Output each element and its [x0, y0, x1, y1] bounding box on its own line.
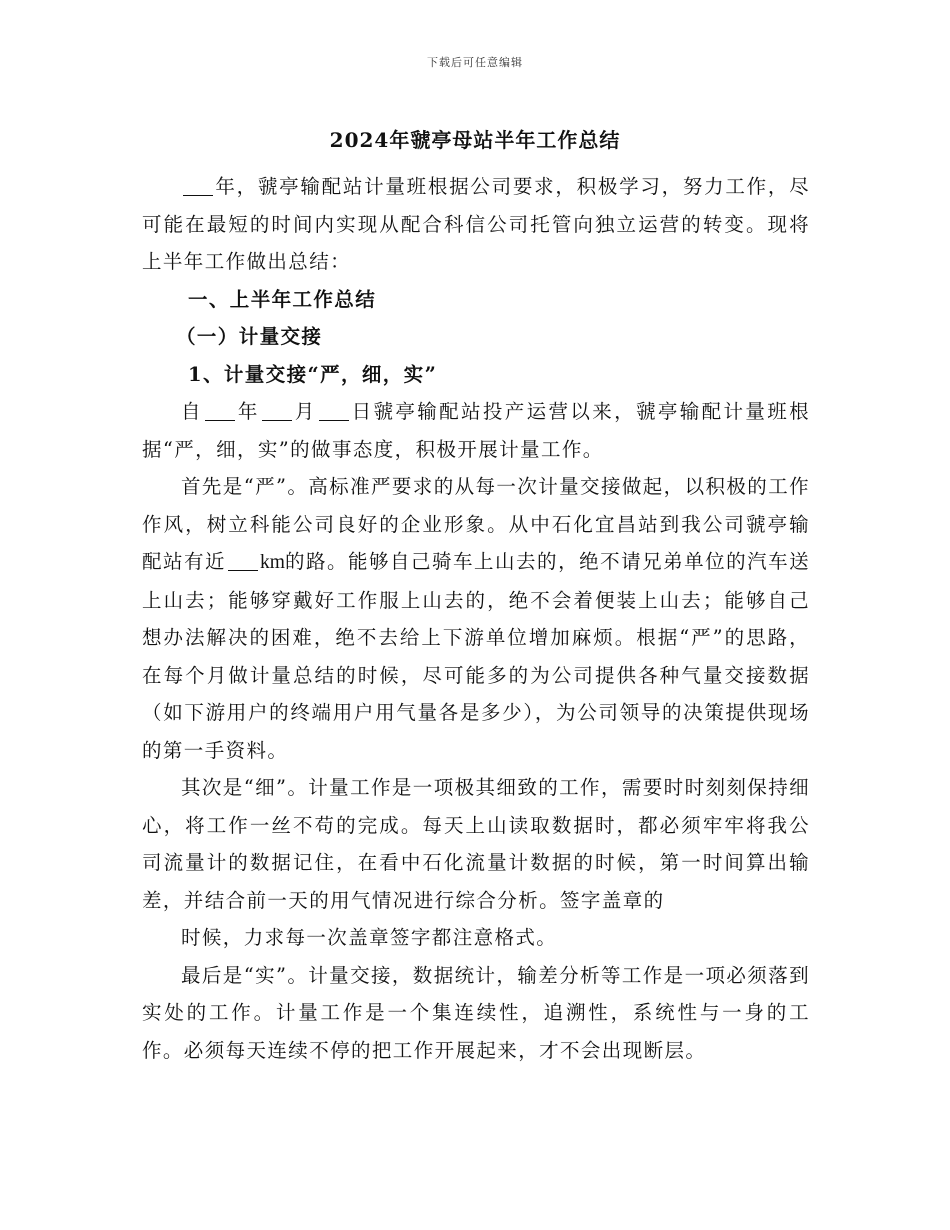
detail-paragraph-continued: 时候，力求每一次盖章签字都注意格式。 — [181, 926, 558, 949]
year-blank — [183, 176, 213, 197]
strict-text-2: 的路。能够自己骑车上山去的，绝不请兄弟单位的汽车送上山去；能够穿戴好工作服上山去的，绝不会着便装上山去；能够自己想办法解决的困难，绝不去给上下游单位增加麻烦。根据“严”的思路，在每个月做计量总结的时候，尽可能多的为公司提供各种气量交接数据（如下游用户的终端用户用气量各是多少），为公司领导的决策提供现场的第一手资料。 — [142, 550, 810, 762]
header-note: 下载后可任意编辑 — [427, 56, 523, 69]
strict-paragraph — [142, 468, 810, 769]
start-month: 月 — [293, 400, 317, 423]
item-heading: 1、计量交接“严，细，实” — [188, 362, 438, 386]
subsection-heading: （一）计量交接 — [176, 325, 323, 348]
document-title: 2024年虢亭母站半年工作总结 — [329, 128, 621, 152]
strict-text-1: 首先是“严”。高标准严要求的从每一次计量交接做起，以积极的工作作风，树立科能公司良好的企业形象。从中石化宜昌站到我公司虢亭输配站有近 — [142, 475, 810, 573]
start-date-paragraph — [142, 393, 810, 468]
start-year: 年 — [236, 400, 260, 423]
distance-unit: km — [260, 552, 285, 573]
section-heading: 一、上半年工作总结 — [188, 287, 377, 311]
document-body — [142, 168, 810, 1069]
intro-paragraph — [142, 168, 810, 281]
month-blank — [262, 401, 292, 422]
start-prefix: 自 — [181, 400, 203, 423]
practical-paragraph: 最后是“实”。计量交接，数据统计，输差分析等工作是一项必须落到实处的工作。计量工作是一个集连续性，追溯性，系统性与一身的工作。必须每天连续不停的把工作开展起来，才不会出现断层。 — [142, 963, 810, 1062]
year-blank — [205, 401, 235, 422]
distance-blank — [228, 551, 258, 572]
detail-paragraph: 其次是“细”。计量工作是一项极其细致的工作，需要时时刻刻保持细心，将工作一丝不苟的完成。每天上山读取数据时，都必须牢牢将我公司流量计的数据记住，在看中石化流量计数据的时候，第一时间算出输差，并结合前一天的用气情况进行综合分析。签字盖章的 — [142, 776, 810, 912]
start-suffix: 日虢亭输配站投产运营以来，虢亭输配计量班根据“严，细，实”的做事态度，积极开展计量工作。 — [142, 400, 811, 461]
day-blank — [319, 401, 349, 422]
intro-text: 年，虢亭输配站计量班根据公司要求，积极学习，努力工作，尽可能在最短的时间内实现从配合科信公司托管向独立运营的转变。现将上半年工作做出总结： — [142, 175, 810, 273]
